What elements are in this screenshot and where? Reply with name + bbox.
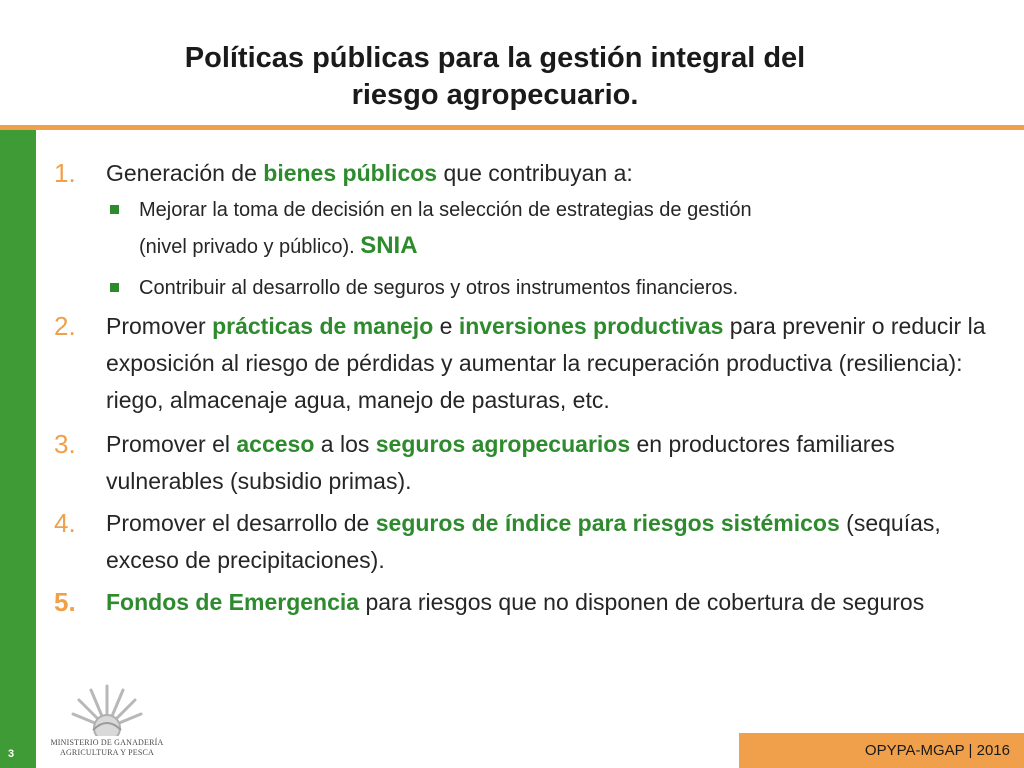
- list-item-1: [54, 155, 1004, 192]
- sub-item-1: [54, 192, 1004, 265]
- item-number: 5.: [54, 587, 76, 617]
- footer-box: [739, 733, 1024, 768]
- sub-item-text: [139, 199, 752, 258]
- list-item-2: [54, 308, 1004, 419]
- item-text: [106, 313, 986, 413]
- title-line-1: Políticas públicas para la gestión integral del: [184, 42, 806, 74]
- text-segment: que contribuyan a:: [437, 160, 633, 186]
- ministry-logo: [42, 672, 172, 768]
- list-item-4: [54, 505, 1004, 579]
- page-number: 3: [8, 748, 15, 760]
- text-segment: e: [433, 313, 459, 339]
- text-segment: Mejorar la toma de decisión en la selección de estrategias de gestión: [139, 199, 752, 221]
- text-segment: Promover: [106, 313, 213, 339]
- square-bullet-icon: [110, 283, 119, 292]
- item-number: 4.: [54, 508, 76, 538]
- list-item-3: [54, 426, 1004, 500]
- highlight-segment: inversiones productivas: [458, 313, 724, 339]
- highlight-segment: bienes públicos: [263, 160, 438, 186]
- title-line-2: riesgo agropecuario.: [351, 79, 639, 111]
- highlight-segment: seguros de índice para riesgos sistémicos: [375, 510, 840, 536]
- text-segment: Generación de: [106, 160, 264, 186]
- item-number: 2.: [54, 311, 76, 341]
- left-accent-bar: [0, 130, 36, 768]
- highlight-segment: prácticas de manejo: [212, 313, 434, 339]
- item-text: [106, 589, 924, 615]
- highlight-segment: seguros agropecuarios: [375, 431, 631, 457]
- square-bullet-icon: [110, 205, 119, 214]
- item-number: 1.: [54, 158, 76, 188]
- item-text: [106, 510, 941, 573]
- text-segment: (sequías, exceso de precipitaciones).: [106, 510, 941, 573]
- item-text: [106, 160, 633, 186]
- snia-tag: SNIA: [360, 232, 418, 259]
- logo-line-2: AGRICULTURA Y PESCA: [59, 748, 155, 757]
- list-item-5: [54, 584, 1004, 621]
- text-segment: para prevenir o reducir la exposición al riesgo de pérdidas y aumentar la recuperación productiva (resiliencia): riego, almacenaje agua, manejo de pasturas, etc.: [106, 313, 986, 413]
- text-segment: Promover el: [106, 431, 237, 457]
- text-segment: a los: [314, 431, 376, 457]
- content-list: [54, 155, 1004, 621]
- item-number: 3.: [54, 429, 76, 459]
- highlight-segment: acceso: [236, 431, 315, 457]
- item-text: [106, 431, 895, 494]
- logo-line-1: MINISTERIO DE GANADERÍA: [50, 738, 164, 747]
- sub-item-2: [54, 270, 1004, 306]
- logo-caption: [42, 738, 172, 758]
- sub-item-text: Contribuir al desarrollo de seguros y otros instrumentos financieros.: [139, 277, 739, 299]
- text-segment: en productores familiares vulnerables (subsidio primas).: [106, 431, 895, 494]
- text-segment: para riesgos que no disponen de cobertura de seguros: [359, 589, 925, 615]
- footer-text: OPYPA-MGAP | 2016: [864, 742, 1010, 759]
- slide-title: [70, 40, 920, 114]
- title-divider: [0, 125, 1024, 130]
- text-segment: Promover el desarrollo de: [106, 510, 376, 536]
- sun-emblem-icon: [69, 672, 145, 736]
- text-segment: (nivel privado y público).: [139, 236, 361, 258]
- highlight-segment: Fondos de Emergencia: [106, 589, 360, 615]
